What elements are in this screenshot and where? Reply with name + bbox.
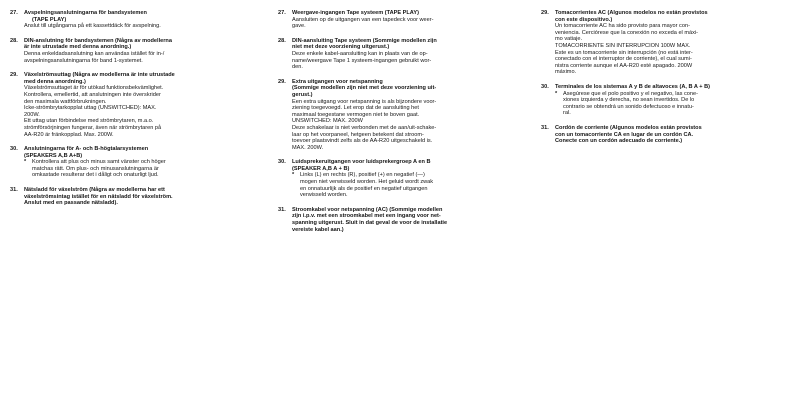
section-body-line: laar op het voorpaneel, hetgeen betekent dat stroom- — [292, 131, 424, 138]
section-body-line: Kontrollera, emellertid, att anslutningen inte överskrider — [24, 91, 161, 98]
section-body-line: mo vatiaje. — [555, 36, 583, 43]
section-body-line: nistra corriente aunque el AA-R20 esté apagado. 200W — [555, 62, 693, 69]
section-body-line: 200W. — [24, 111, 40, 118]
section-title-line: (Sommige modellen zijn niet met deze voorziening uit- — [292, 85, 437, 92]
section-body-line: strömförsörjningen fungerar, även när strömbrytaren på — [24, 124, 162, 131]
section-item — [10, 187, 250, 207]
bullet-note-line: en onnatuurlijk als de positief en negatief uitgangen — [300, 185, 428, 192]
bullet-note-line: contrario se obtendrá un sonido defectuoso e innatu- — [563, 103, 694, 110]
bullet-note-line: xiones izquierda y derecha, no sean invertidos. De lo — [563, 97, 695, 104]
section-body-line: name/weergave Tape 1 systeem-ingangen gebruikt wor- — [292, 57, 432, 64]
section-body-line: toevoer plaatsvindt zelfs als de AA-R20 uitgeschakeld is. — [292, 138, 433, 145]
section-title-line: niet met deze voorziening uitgerust.) — [292, 44, 390, 51]
section-content — [555, 10, 773, 76]
section-item — [278, 207, 514, 233]
section-title-line: zijn i.p.v. met een stroomkabel met een ingang voor net- — [292, 213, 441, 220]
section-subtitle-line: (TAPE PLAY) — [32, 16, 67, 23]
section-body-line: gave. — [292, 23, 306, 30]
section-body-line: Un tomacorriente AC ha sido provisto para mayor con- — [555, 23, 690, 30]
section-number: 28. — [10, 37, 18, 44]
section-title-line: gerust.) — [292, 91, 313, 98]
section-item — [10, 146, 250, 179]
section-content — [292, 10, 514, 30]
section-title-line: växelströmsintag istället för en nätsladd för växelström. — [24, 193, 173, 200]
section-title-line: Terminales de los sistemas A y B de altavoces (A, B A + B) — [555, 83, 710, 90]
section-item — [10, 10, 250, 30]
column-swedish — [10, 10, 250, 215]
section-body-line: Anslut till utgångarna på ett kassettdäck för avspelning. — [24, 23, 161, 30]
section-body-line: UNSWITCHED: MAX. 200W — [292, 118, 363, 125]
section-title-line: (SPEAKER A,B A + B) — [292, 165, 350, 172]
section-number: 28. — [278, 37, 286, 44]
section-body-line: den maximala wattförbrukningen. — [24, 98, 107, 105]
section-content — [24, 38, 250, 64]
section-body-line: Deze enkele kabel-aansluiting kan in plaats van de op- — [292, 50, 428, 57]
section-number: 27. — [278, 10, 286, 16]
section-title-line: spanning uitgerust. Sluit in dat geval de voor de installatie — [292, 220, 448, 227]
section-title-line: Cordón de corriente (Algunos modelos están provistos — [555, 124, 702, 131]
bullet-note — [292, 172, 514, 198]
section-number: 30. — [10, 146, 18, 153]
section-body-line: AA-R20 är fränkopplad. Max. 200W. — [24, 131, 114, 138]
section-body-line: maximaal toegestane vermogen niet te boven gaat. — [292, 111, 420, 118]
bullet-note-line: mogen niet verwisseld worden. Het geluid wordt zwak — [300, 179, 434, 186]
section-content — [292, 79, 514, 152]
section-title-line: (SPEAKERS A,B A+B) — [24, 152, 83, 159]
section-item — [541, 10, 773, 76]
section-title-line: med denna anordning.) — [24, 78, 86, 85]
section-item — [541, 84, 773, 117]
section-body-line: ziening toegevoegd. Let erop dat de aansluiting het — [292, 105, 419, 112]
bullet-note-line: matchas rätt. Om plus- och minusanslutningarna är — [32, 165, 159, 172]
section-number: 27. — [10, 10, 18, 16]
section-title-line: DIN-anslutning för bandsystemen (Några av modellerna — [24, 37, 172, 44]
section-content — [24, 187, 250, 207]
section-number: 30. — [541, 83, 549, 90]
section-title-line: Anslut med en passande nätsladd). — [24, 200, 118, 207]
bullet-note-line: Kontrollera att plus och minus samt vänster och höger — [32, 159, 166, 166]
section-body-line: Aansluiten op de uitgangen van een tapedeck voor weer- — [292, 16, 434, 23]
section-title-line: vereiste kabel aan.) — [292, 226, 344, 233]
section-content — [24, 10, 250, 30]
section-title-line: Conecte con un cordón adecuado de corriente.) — [555, 138, 683, 145]
section-number: 31. — [10, 187, 18, 194]
section-title-line: är inte utrustade med denna anordning.) — [24, 44, 132, 51]
section-body-line: Växelströmsuttaget är för utökad funktionsbekvämlighet. — [24, 85, 164, 92]
bullet-note-line: Asegúrese que el polo positivo y el negativo, las cone- — [563, 90, 698, 97]
section-body-line: MAX. 200W. — [292, 144, 324, 151]
section-body-line: conectado con el interruptor de corriente), el cual sumi- — [555, 56, 692, 63]
section-content — [292, 207, 514, 233]
section-item — [10, 38, 250, 64]
section-body-line: máximo. — [555, 69, 577, 76]
bullet-asterisk: * — [24, 159, 27, 166]
bullet-note-text — [563, 91, 773, 117]
section-title-line: Växelströmsuttag (Några av modellerna är inte utrustade — [24, 72, 175, 79]
section-item — [541, 125, 773, 145]
bullet-note-line: ral. — [563, 110, 571, 117]
section-content — [555, 125, 773, 145]
section-number: 30. — [278, 159, 286, 166]
section-body-line: avspelningsanslutningarna för band 1-systemet. — [24, 57, 143, 64]
section-title-line: Anslutningarna för A- och B-högtalarsystemen — [24, 146, 149, 153]
section-content — [292, 38, 514, 71]
section-body-line: den. — [292, 64, 303, 71]
section-title-line: Avspelningsanslutningarna för bandsystemen — [24, 10, 147, 16]
section-title-line: DIN-aansluiting Tape systeem (Sommige modellen zijn — [292, 37, 437, 44]
section-number: 29. — [10, 72, 18, 79]
section-content — [24, 146, 250, 179]
bullet-note-line: Links (L) en rechts (R), positief (+) en negatief (—) — [300, 172, 425, 179]
bullet-asterisk: * — [292, 172, 295, 179]
section-title-line: Tomacorrientes AC (Algunos modelos no están provistos — [555, 10, 708, 16]
section-content — [24, 72, 250, 138]
section-title-line: con un tomacorriente CA en lugar de un cordón CA. — [555, 131, 694, 138]
section-title-line: Stroomkabel voor netspanning (AC) (Sommige modellen — [292, 206, 443, 213]
section-body-line: Denna enkeldadsanslutning kan användas istället för in-/ — [24, 50, 165, 57]
section-item — [278, 159, 514, 199]
section-body-line: Este es un tomacorriente sin interrupción (no está inter- — [555, 49, 693, 56]
section-title-line: Weergave-ingangen Tape systeem (TAPE PLAY) — [292, 10, 419, 16]
column-dutch — [278, 10, 514, 241]
section-body-line: Icke-strömbrytarkopplat uttag (UNSWITCHED): MAX. — [24, 105, 157, 112]
section-item — [278, 38, 514, 71]
section-number: 31. — [541, 124, 549, 131]
section-number: 29. — [278, 78, 286, 85]
section-content — [555, 84, 773, 117]
section-body-line: veniencia. Cerciórese que la conexión no exceda el máxi- — [555, 29, 699, 36]
bullet-note-line: omkastade resulterar det i dåligt och onaturligt ljud. — [32, 172, 159, 179]
column-spanish — [541, 10, 773, 153]
section-body-line: Ett uttag utan förbindelse med strömbrytaren, m.a.o. — [24, 118, 154, 125]
section-title-line: Nätsladd för växelström (Några av modellerna har ett — [24, 187, 165, 194]
section-body-line: TOMACORRIENTE SIN INTERRUPCION 100W MAX. — [555, 42, 691, 49]
bullet-note-text — [300, 172, 514, 198]
bullet-asterisk: * — [555, 90, 558, 97]
section-number: 31. — [278, 206, 286, 213]
bullet-note — [24, 159, 250, 179]
bullet-note — [555, 91, 773, 117]
section-title-line: con este dispositivo.) — [555, 16, 613, 23]
section-content — [292, 159, 514, 199]
section-body-line: Een extra uitgang voor netspanning is als bijzondere voor- — [292, 98, 437, 105]
section-item — [278, 79, 514, 152]
section-body-line: Deze schakelaar is niet verbonden met de aan/uit-schake- — [292, 124, 437, 131]
bullet-note-line: verwisseld worden. — [300, 192, 348, 199]
section-title-line: Extra uitgangen voor netspanning — [292, 78, 383, 85]
bullet-note-text — [32, 159, 250, 179]
section-number: 29. — [541, 10, 549, 16]
section-item — [278, 10, 514, 30]
section-item — [10, 72, 250, 138]
section-title-line: Luidsprekeruitgangen voor luidsprekergroep A en B — [292, 159, 431, 166]
